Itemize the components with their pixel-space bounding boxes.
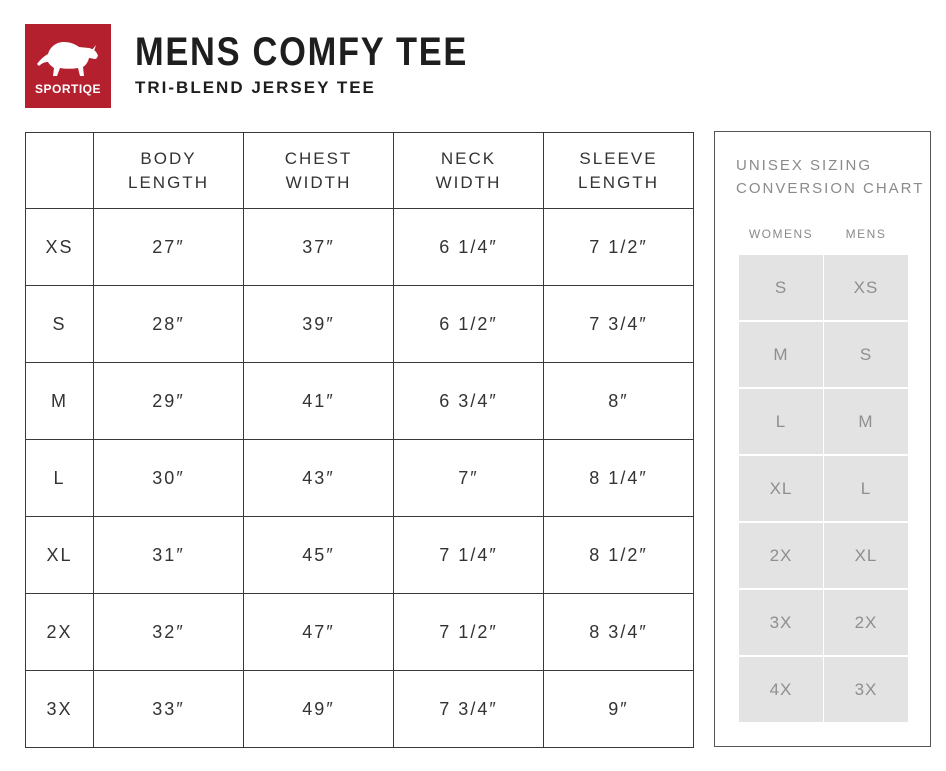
table-cell: 31″ [94,517,244,594]
logo-text: SPORTIQE [34,82,101,96]
table-cell: 7″ [394,440,544,517]
mens-column-header: MENS [845,227,887,241]
conversion-row [739,523,908,590]
womens-size-cell: XL [739,456,823,521]
table-cell: 45″ [244,517,394,594]
table-cell: 30″ [94,440,244,517]
table-cell: 49″ [244,671,394,748]
table-header-row [26,133,694,209]
column-header: NECK WIDTH [394,133,544,209]
mens-size-cell: S [824,322,908,387]
conversion-row [739,590,908,657]
table-cell: 7 3/4″ [394,671,544,748]
mens-size-cell: XS [824,255,908,320]
table-cell: 8″ [544,363,694,440]
size-label: 3X [26,671,94,748]
mens-size-cell: M [824,389,908,454]
size-label: L [26,440,94,517]
sportiqe-logo [25,24,111,108]
table-cell: 7 1/2″ [394,594,544,671]
page-subtitle: TRI-BLEND JERSEY TEE [135,78,376,97]
womens-size-cell: 2X [739,523,823,588]
page-title: MENS COMFY TEE [135,30,469,74]
table-cell: 6 1/4″ [394,209,544,286]
bison-icon [34,34,102,80]
table-cell: 7 1/2″ [544,209,694,286]
table-cell: 8 1/4″ [544,440,694,517]
table-cell: 29″ [94,363,244,440]
womens-column-header: WOMENS [748,227,814,241]
mens-size-cell: 2X [824,590,908,655]
table-cell: 33″ [94,671,244,748]
womens-size-cell: L [739,389,823,454]
conversion-title: UNISEX SIZING CONVERSION CHART [736,157,925,197]
conversion-row [739,389,908,456]
table-row [26,517,694,594]
column-header: SLEEVE LENGTH [544,133,694,209]
conversion-panel [714,131,931,747]
size-label: XL [26,517,94,594]
table-row [26,594,694,671]
table-cell: 37″ [244,209,394,286]
womens-size-cell: S [739,255,823,320]
mens-size-cell: L [824,456,908,521]
table-row [26,209,694,286]
table-cell: 6 3/4″ [394,363,544,440]
conversion-grid [739,255,908,724]
table-cell: 8 1/2″ [544,517,694,594]
table-cell: 47″ [244,594,394,671]
table-cell: 27″ [94,209,244,286]
table-cell: 39″ [244,286,394,363]
table-row [26,671,694,748]
table-cell: 9″ [544,671,694,748]
table-cell: 43″ [244,440,394,517]
conversion-row [739,657,908,724]
conversion-row [739,255,908,322]
womens-size-cell: 4X [739,657,823,722]
table-row [26,440,694,517]
table-row [26,286,694,363]
table-cell: 28″ [94,286,244,363]
mens-size-cell: XL [824,523,908,588]
table-cell: 7 3/4″ [544,286,694,363]
table-corner-cell [26,133,94,209]
table-cell: 32″ [94,594,244,671]
size-label: 2X [26,594,94,671]
size-label: M [26,363,94,440]
conversion-row [739,322,908,389]
size-chart-table [25,132,694,748]
womens-size-cell: 3X [739,590,823,655]
column-header: CHEST WIDTH [244,133,394,209]
table-cell: 7 1/4″ [394,517,544,594]
table-cell: 6 1/2″ [394,286,544,363]
size-label: S [26,286,94,363]
conversion-row [739,456,908,523]
mens-size-cell: 3X [824,657,908,722]
table-cell: 41″ [244,363,394,440]
table-cell: 8 3/4″ [544,594,694,671]
column-header: BODY LENGTH [94,133,244,209]
table-row [26,363,694,440]
size-label: XS [26,209,94,286]
womens-size-cell: M [739,322,823,387]
